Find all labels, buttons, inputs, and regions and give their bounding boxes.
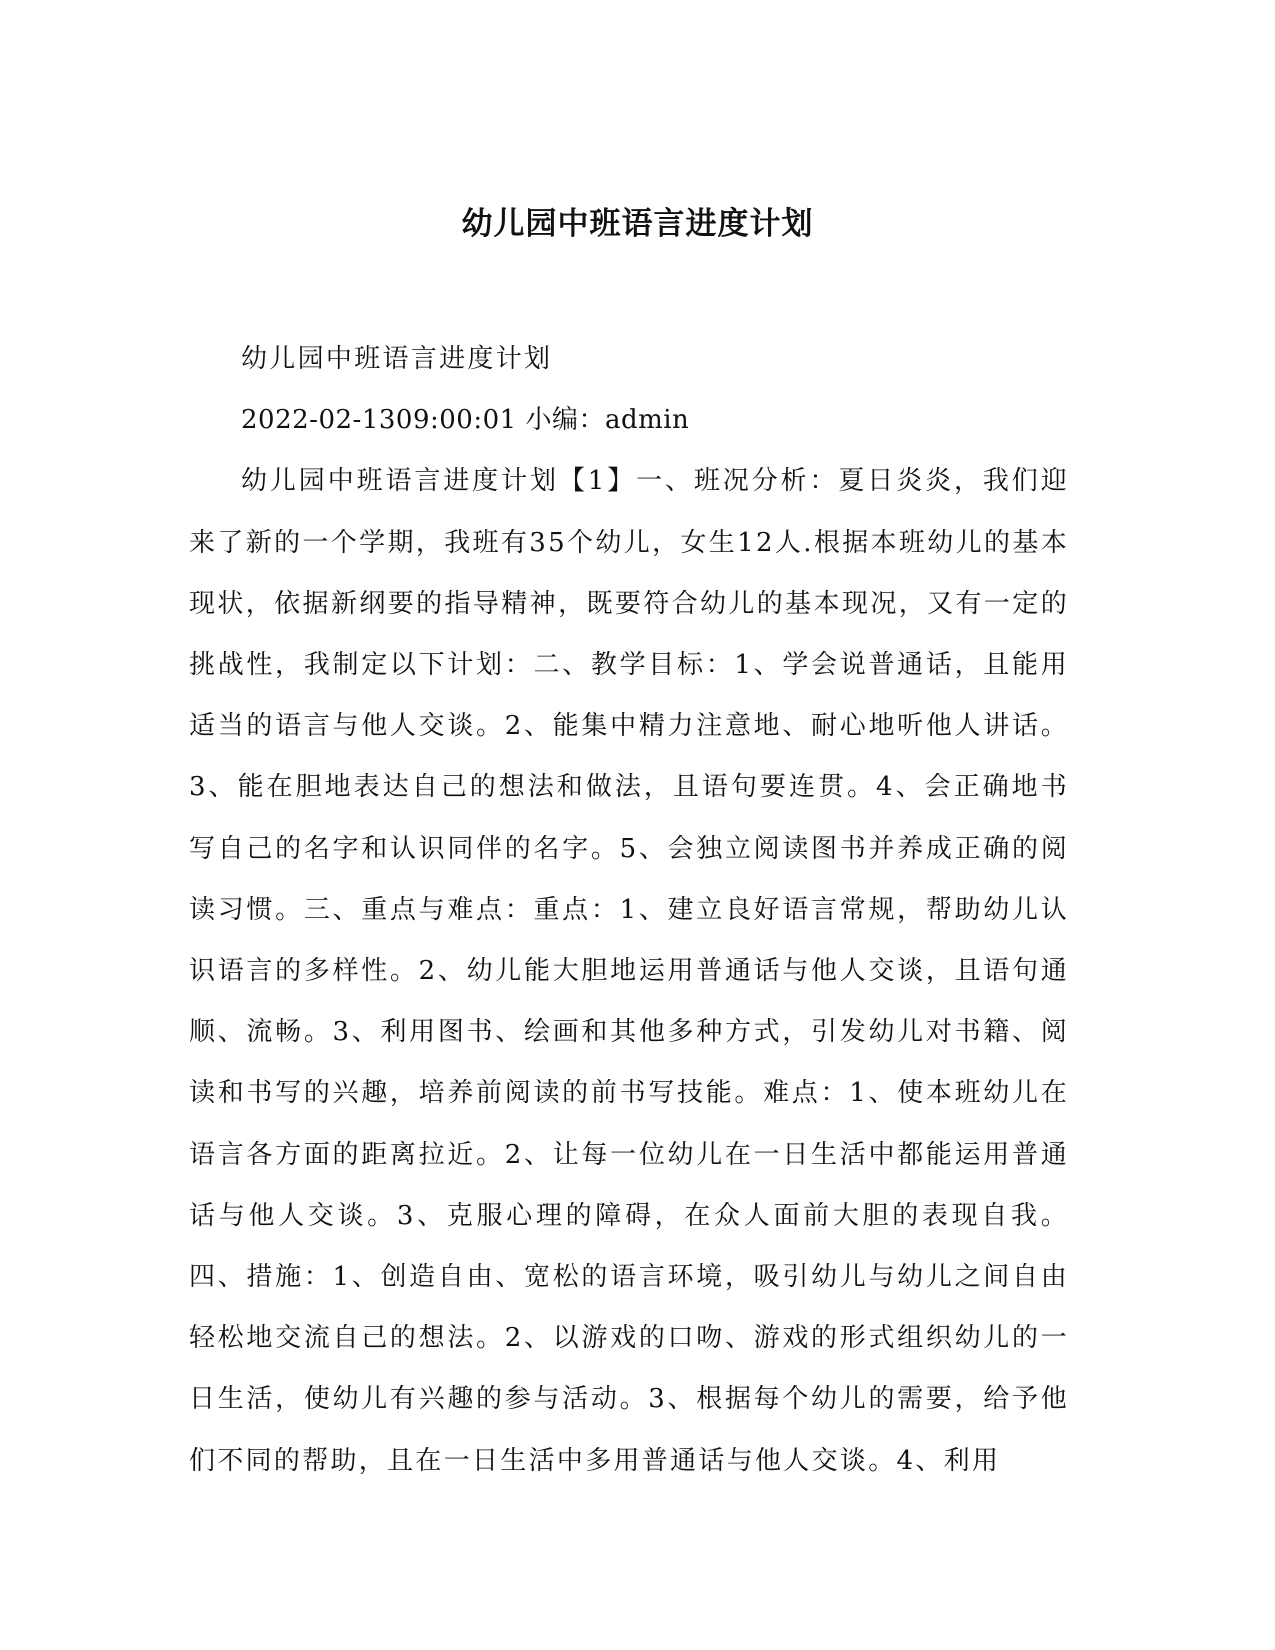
document-subtitle: 幼儿园中班语言进度计划 [241, 344, 553, 374]
document-body [189, 329, 1069, 1492]
document-title: 幼儿园中班语言进度计划 [461, 206, 814, 242]
document-meta: 2022-02-1309:00:01 小编：admin [241, 405, 690, 436]
document-paragraph: 幼儿园中班语言进度计划【1】一、班况分析：夏日炎炎，我们迎来了新的一个学期，我班有35个幼儿，女生12人.根据本班幼儿的基本现状，依据新纲要的指导精神，既要符合幼儿的基本现况，又有一定的挑战性，我制定以下计划：二、教学目标：1、学会说普通话，且能用适当的语言与他人交谈。2、能集中精力注意地、耐心地听他人讲话。3、能在胆地表达自己的想法和做法，且语句要连贯。4、会正确地书写自己的名字和认识同伴的名字。5、会独立阅读图书并养成正确的阅读习惯。三、重点与难点：重点：1、建立良好语言常规，帮助幼儿认识语言的多样性。2、幼儿能大胆地运用普通话与他人交谈，且语句通顺、流畅。3、利用图书、绘画和其他多种方式，引发幼儿对书籍、阅读和书写的兴趣，培养前阅读的前书写技能。难点：1、使本班幼儿在语言各方面的距离拉近。2、让每一位幼儿在一日生活中都能运用普通话与他人交谈。3、克服心理的障碍，在众人面前大胆的表现自我。四、措施：1、创造自由、宽松的语言环境，吸引幼儿与幼儿之间自由轻松地交流自己的想法。2、以游戏的口吻、游戏的形式组织幼儿的一日生活，使幼儿有兴趣的参与活动。3、根据每个幼儿的需要，给予他们不同的帮助，且在一日生活中多用普通话与他人交谈。4、利用 [189, 466, 1069, 1476]
